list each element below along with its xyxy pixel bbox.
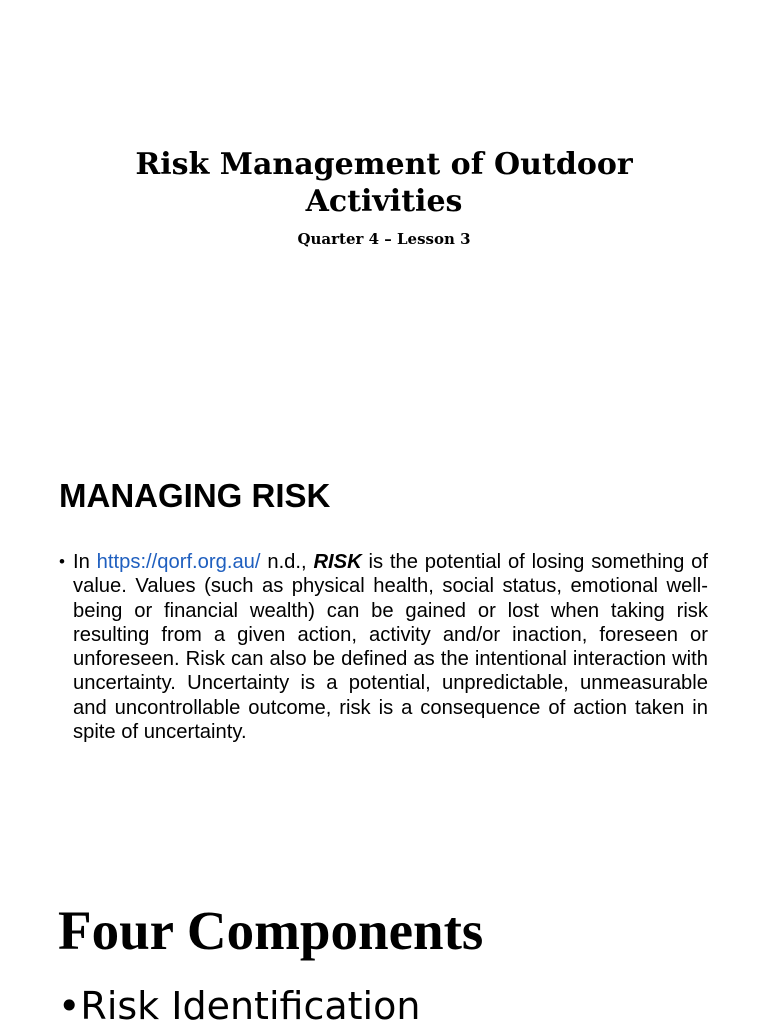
component-label: Risk Identification bbox=[80, 984, 421, 1024]
risk-term: RISK bbox=[313, 551, 362, 573]
section-heading: Four Components bbox=[58, 900, 484, 961]
paragraph-body: is the potential of losing something of value. Values (such as physical health, social status, emotional well-being or financial wealth) can be gained or lost when taking risk resulting from a given action, activity and/or inaction, foreseen or unforeseen. Risk can also be defined as the intentional interaction with uncertainty. Uncertainty is a potential, unpredictable, unmeasurable and uncontrollable outcome, risk is a consequence of action taken in spite of uncertainty. bbox=[73, 551, 708, 744]
section-heading: MANAGING RISK bbox=[59, 477, 331, 514]
bullet-item bbox=[59, 550, 708, 744]
four-components-slide bbox=[0, 860, 768, 1024]
managing-risk-slide bbox=[0, 430, 768, 860]
component-bullet bbox=[58, 982, 420, 1024]
source-link[interactable]: https://qorf.org.au/ bbox=[96, 551, 261, 573]
paragraph-lead: In bbox=[73, 551, 97, 573]
risk-definition-paragraph bbox=[73, 550, 708, 744]
title-slide bbox=[0, 0, 768, 430]
bullet-marker: • bbox=[58, 984, 81, 1024]
bullet-marker: • bbox=[59, 552, 65, 571]
slide-subtitle: Quarter 4 – Lesson 3 bbox=[297, 230, 471, 248]
citation-text: n.d., bbox=[260, 551, 314, 573]
slide-title: Risk Management of Outdoor Activities bbox=[135, 147, 633, 219]
